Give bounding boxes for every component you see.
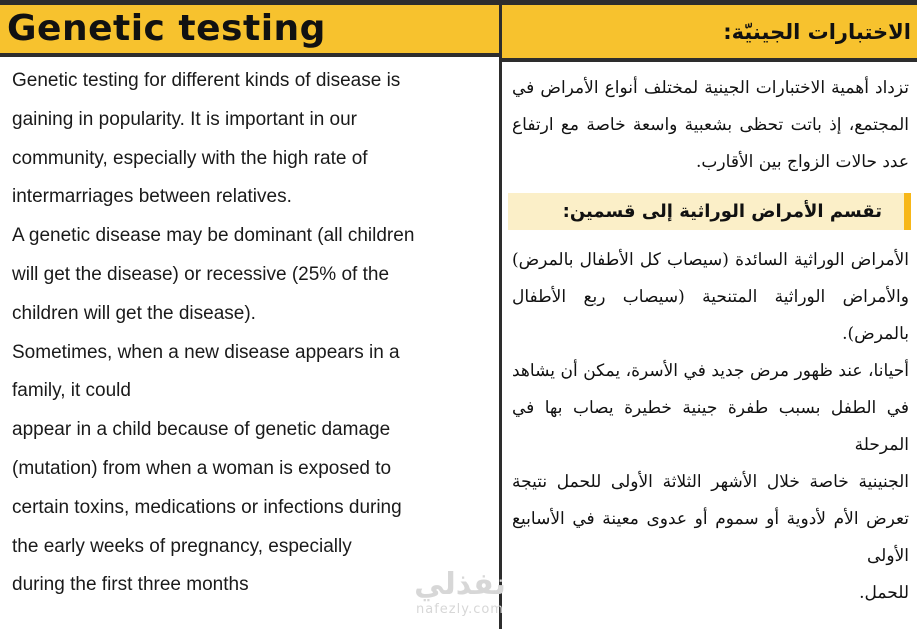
arabic-paragraph: الجنينية خاصة خلال الأشهر الثلاثة الأولى للحمل نتيجة تعرض الأم لأدوية أو سموم أو عدوى معينة في الأسابيع الأولى: [512, 472, 909, 566]
watermark-logo: نفذلي: [414, 567, 506, 602]
arabic-intro: [512, 70, 909, 181]
english-line: Sometimes, when a new disease appears in a: [12, 341, 400, 363]
arabic-subheading: تقسم الأمراض الوراثية إلى قسمين:: [508, 193, 911, 230]
column-divider: [499, 0, 502, 629]
english-line: family, it could: [12, 380, 131, 402]
english-line: (mutation) from when a woman is exposed to: [12, 457, 392, 479]
arabic-paragraph: أحيانا، عند ظهور مرض جديد في الأسرة، يمكن أن يشاهد في الطفل بسبب طفرة جينية خطيرة يصاب بها في المرحلة: [512, 361, 909, 455]
english-body: [12, 62, 492, 605]
english-line: intermarriages between relatives.: [12, 186, 292, 208]
english-line: Genetic testing for different kinds of disease is: [12, 70, 401, 91]
arabic-body: [512, 242, 909, 612]
english-line: A genetic disease may be dominant (all children: [12, 225, 415, 247]
watermark: [400, 568, 520, 618]
english-line: will get the disease) or recessive (25% of the: [12, 263, 390, 285]
watermark-url: nafezly.com: [416, 602, 504, 617]
english-line: community, especially with the high rate of: [12, 147, 368, 169]
english-line: during the first three months: [12, 574, 249, 596]
english-title: Genetic testing: [0, 5, 499, 57]
english-line: children will get the disease).: [12, 302, 256, 324]
arabic-title: الاختبارات الجينيّة:: [502, 5, 917, 62]
english-line: appear in a child because of genetic damage: [12, 419, 391, 441]
english-line: certain toxins, medications or infections during: [12, 496, 402, 518]
english-line: gaining in popularity. It is important in our: [12, 108, 357, 130]
arabic-paragraph: الأمراض الوراثية السائدة (سيصاب كل الأطفال بالمرض) والأمراض الوراثية المتنحية (سيصاب ربع الأطفال بالمرض).: [512, 250, 909, 344]
arabic-intro-text: تزداد أهمية الاختبارات الجينية لمختلف أنواع الأمراض في المجتمع، إذ باتت تحظى بشعبية واسعة خاصة مع ارتفاع عدد حالات الزواج بين الأقارب.: [512, 78, 909, 172]
arabic-paragraph: للحمل.: [859, 583, 909, 603]
english-line: the early weeks of pregnancy, especially: [12, 535, 352, 557]
